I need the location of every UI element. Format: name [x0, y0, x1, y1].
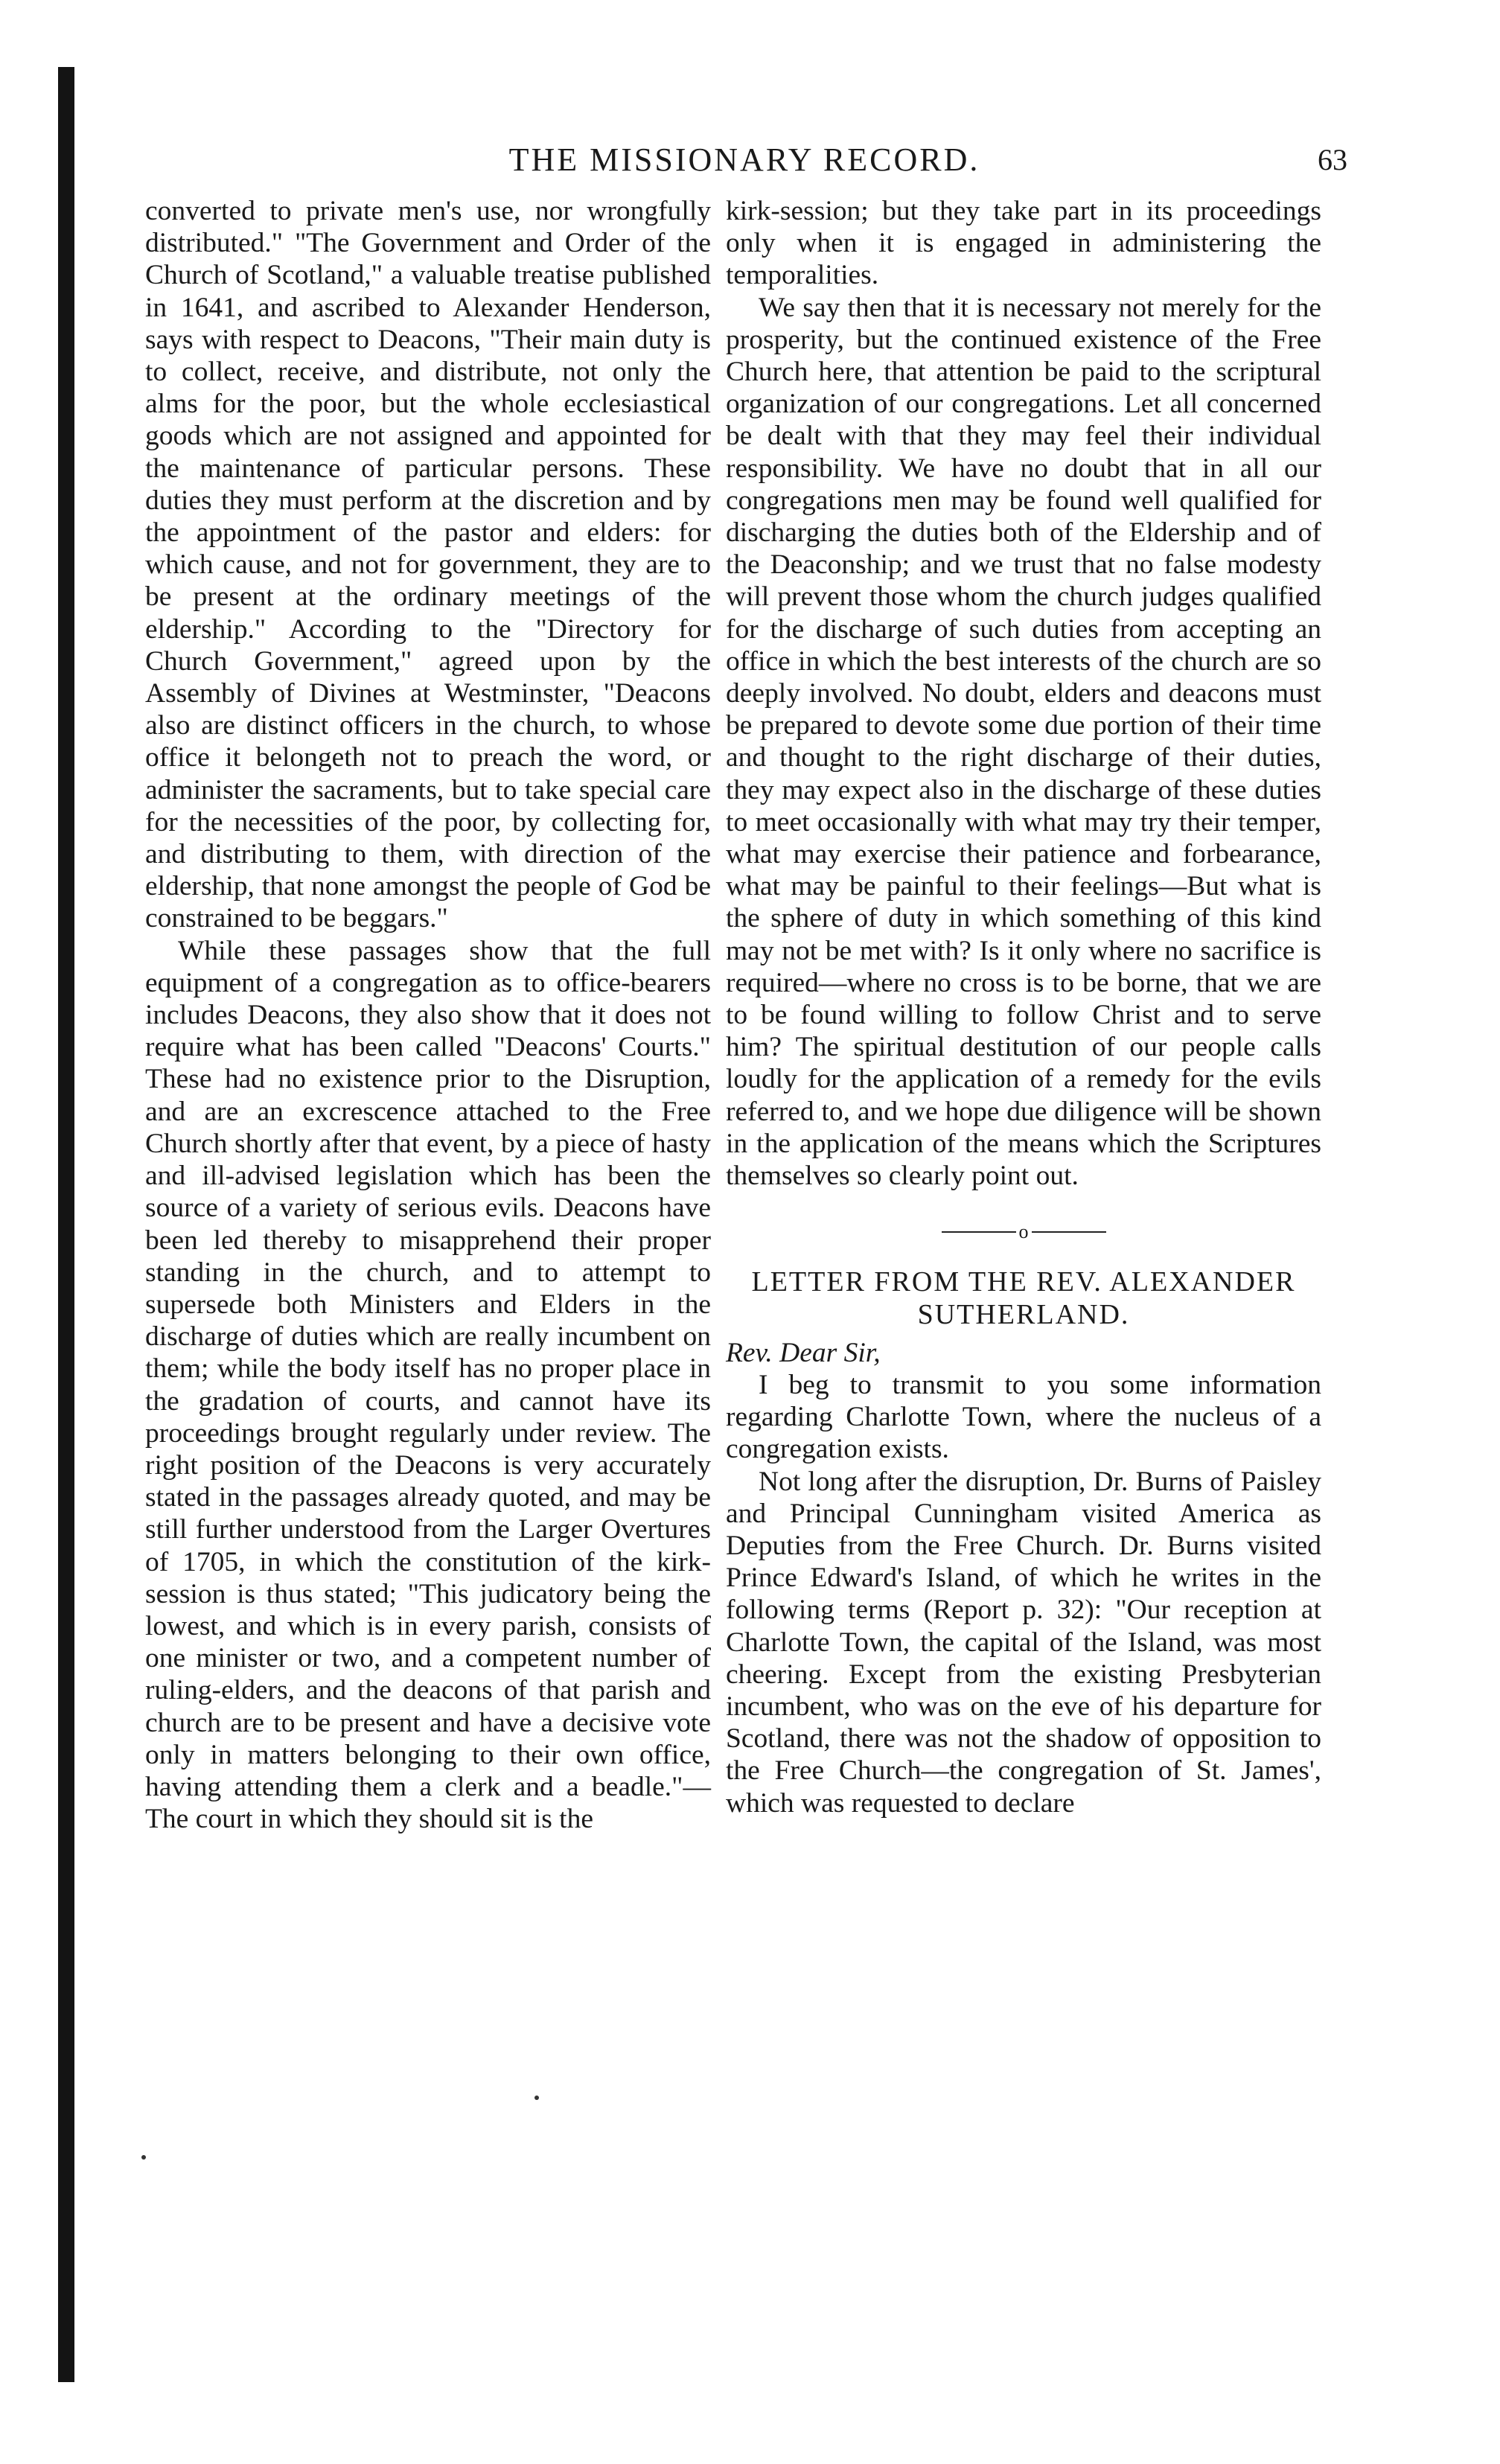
- separator-rule-right: [1032, 1231, 1106, 1233]
- letter-salutation: Rev. Dear Sir,: [726, 1337, 881, 1368]
- separator-rule-left: [942, 1231, 1016, 1233]
- running-title: THE MISSIONARY RECORD.: [508, 141, 980, 178]
- right-paragraph-3: I beg to transmit to you some information regarding Charlotte Town, where the nucleus of a congregation exists.: [726, 1369, 1321, 1465]
- left-paragraph-2: While these passages show that the full equipment of a congregation as to office-bearers includes Deacons, they also show that it does not require what has been called "Deacons' Courts." These had no existence prior to the Disruption, and are an excrescence attached to the Free Church shortly after that event, by a piece of hasty and ill-advised legislation which has been the source of a variety of serious evils. Deacons have been led thereby to misapprehend their proper standing in the church, and to attempt to supersede both Ministers and Elders in the discharge of duties which are really incumbent on them; while the body itself has no proper place in the gradation of courts, and cannot have its proceedings brought regularly under review. The right position of the Deacons is very accurately stated in the passages already quoted, and may be still further understood from the Larger Overtures of 1705, in which the constitution of the kirk-session is thus stated; "This judicatory being the lowest, and which is in every parish, consists of one minister or two, and a competent number of ruling-elders, and the deacons of that parish and church are to be present and have a decisive vote only in matters belonging to their own office, having attending them a clerk and a beadle."—The court in which they should sit is the: [145, 935, 711, 1835]
- separator-mark: o: [1018, 1220, 1029, 1242]
- right-paragraph-1: kirk-session; but they take part in its proceedings only when it is engaged in administering the temporalities.: [726, 196, 1321, 291]
- left-paragraph-1: converted to private men's use, nor wrongfully distributed." "The Government and Order of the Church of Scotland," a valuable treatise published in 1641, and ascribed to Alexander Henderson, says with respect to Deacons, "Their main duty is to collect, receive, and distribute, not only the alms for the poor, but the whole ecclesiastical goods which are not assigned and appointed for the maintenance of particular persons. These duties they must perform at the discretion and by the appointment of the pastor and elders: for which cause, and not for government, they are to be present at the ordinary meetings of the eldership." According to the "Directory for Church Government," agreed upon by the Assembly of Divines at Westminster, "Deacons also are distinct officers in the church, to whose office it belongeth not to preach the word, or administer the sacraments, but to take special care for the necessities of the poor, by collecting for, and distributing to them, with direction of the eldership, that none amongst the people of God be constrained to be beggars.": [145, 196, 711, 934]
- section-separator: [726, 1219, 1321, 1242]
- right-column: [726, 195, 1321, 1819]
- page-number: 63: [1318, 143, 1347, 176]
- right-paragraph-2: We say then that it is necessary not merely for the prosperity, but the continued existence of the Free Church here, that attention be paid to the scriptural organization of our congregations. Let all concerned be dealt with that they may feel their individual responsibility. We have no doubt that in all our congregations men may be found well qualified for discharging the duties both of the Eldership and of the Deaconship; and we trust that no false modesty will prevent those whom the church judges qualified for the discharge of such duties from accepting an office in which the best interests of the church are so deeply involved. No doubt, elders and deacons must be prepared to devote some due portion of their time and thought to the right discharge of their duties, they may expect also in the discharge of these duties to meet occasionally with what may try their temper, what may exercise their patience and forbearance, what may be painful to their feelings—But what is the sphere of duty in which something of this kind may not be met with? Is it only where no sacrifice is required—where no cross is to be borne, that we are to be found willing to follow Christ and to serve him? The spiritual destitution of our people calls loudly for the application of a remedy for the evils referred to, and we hope due diligence will be shown in the application of the means which the Scriptures themselves so clearly point out.: [726, 292, 1321, 1192]
- stray-ink-mark: [141, 2155, 146, 2160]
- left-column: [145, 195, 711, 1835]
- right-paragraph-4: Not long after the disruption, Dr. Burns of Paisley and Principal Cunningham visited America as Deputies from the Free Church. Dr. Burns visited Prince Edward's Island, of which he writes in the following terms (Report p. 32): "Our reception at Charlotte Town, the capital of the Island, was most cheering. Except from the existing Presbyterian incumbent, who was on the eve of his departure for Scotland, there was not the shadow of opposition to the Free Church—the congregation of St. James', which was requested to declare: [726, 1466, 1321, 1819]
- stray-ink-mark: [534, 2096, 539, 2100]
- scan-gutter-shadow: [58, 67, 74, 2382]
- letter-heading: LETTER FROM THE REV. ALEXANDER SUTHERLAND.: [751, 1265, 1296, 1330]
- running-header: [141, 138, 1347, 190]
